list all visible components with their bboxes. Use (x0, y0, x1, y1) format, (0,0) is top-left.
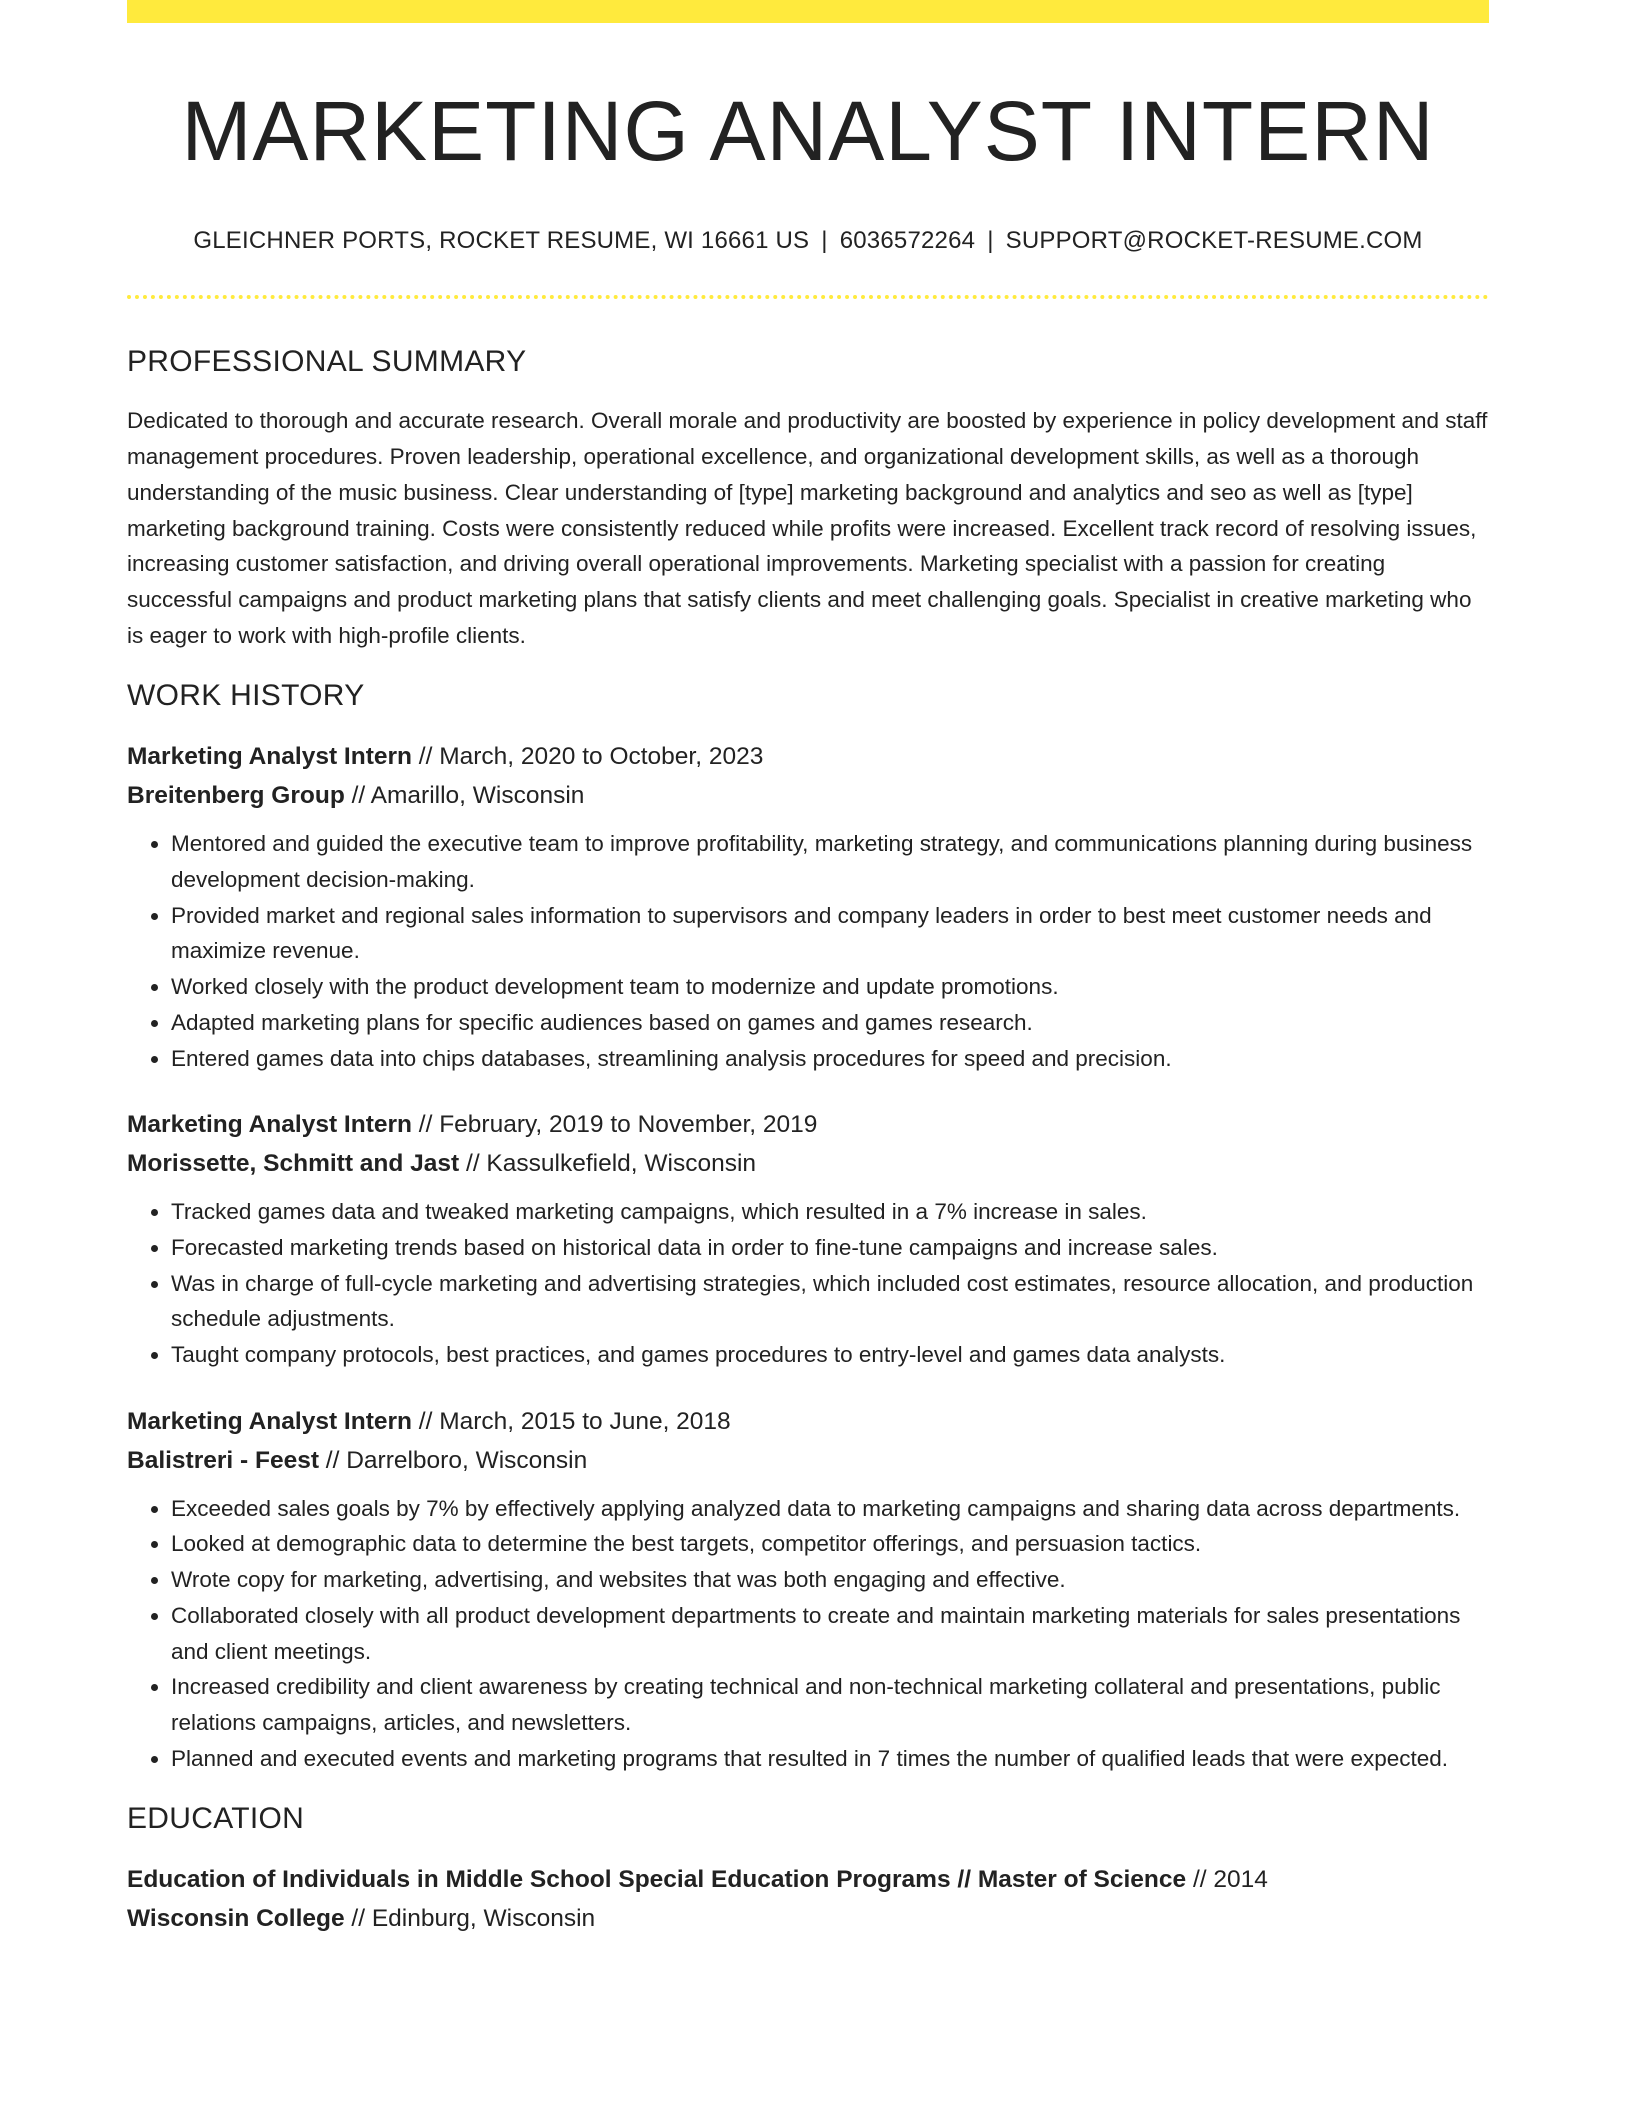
job-company-line (127, 776, 1489, 815)
education-school-line (127, 1899, 1489, 1938)
job-entry (127, 737, 1489, 1076)
contact-separator: | (987, 227, 994, 255)
list-item: • Collaborated closely with all product development departments to create and maintain marketing materials for sales presentations and client meetings. (171, 1598, 1489, 1669)
education-entry (127, 1860, 1489, 1938)
list-item: • Exceeded sales goals by 7% by effectively applying analyzed data to marketing campaigns and sharing data across departments. (171, 1491, 1489, 1527)
list-item: • Tracked games data and tweaked marketing campaigns, which resulted in a 7% increase in sales. (171, 1194, 1489, 1230)
job-company: Balistreri - Feest (127, 1446, 319, 1474)
page-title: MARKETING ANALYST INTERN (181, 84, 1435, 178)
job-dates: // March, 2020 to October, 2023 (411, 743, 764, 771)
contact-line (127, 227, 1489, 255)
work-history-heading: WORK HISTORY (127, 679, 365, 713)
list-item: • Was in charge of full-cycle marketing and advertising strategies, which included cost estimates, resource allocation, and production schedule adjustments. (171, 1266, 1489, 1337)
summary-text: Dedicated to thorough and accurate research. Overall morale and productivity are boosted by experience in policy development and staff management procedures. Proven leadership, operational excellence, and organizational development skills, as well as a thorough understanding of the music business. Clear understanding of [type] marketing background and analytics and seo as well as [type] marketing background training. Costs were consistently reduced while profits were increased. Excellent track record of resolving issues, increasing customer satisfaction, and driving overall operational improvements. Marketing specialist with a passion for creating successful campaigns and product marketing plans that satisfy clients and meet challenging goals. Specialist in creative marketing who is eager to work with high-profile clients. (127, 408, 1488, 648)
education-school: Wisconsin College (127, 1905, 345, 1933)
job-company-line (127, 1441, 1489, 1480)
job-entry (127, 1105, 1489, 1373)
list-item: • Entered games data into chips databases, streamlining analysis procedures for speed and precision. (171, 1041, 1489, 1077)
contact-phone: 6036572264 (839, 227, 976, 255)
job-entry (127, 1402, 1489, 1777)
job-title: Marketing Analyst Intern (127, 1407, 412, 1435)
contact-address: GLEICHNER PORTS, ROCKET RESUME, WI 16661 US (193, 227, 810, 255)
list-item: • Forecasted marketing trends based on historical data in order to fine-tune campaigns and increase sales. (171, 1230, 1489, 1266)
list-item: • Mentored and guided the executive team to improve profitability, marketing strategy, and communications planning during business development decision-making. (171, 826, 1489, 897)
job-title: Marketing Analyst Intern (127, 743, 412, 771)
list-item: • Wrote copy for marketing, advertising, and websites that was both engaging and effective. (171, 1562, 1489, 1598)
job-bullets (127, 1491, 1489, 1777)
list-item: • Looked at demographic data to determine the best targets, competitor offerings, and persuasion tactics. (171, 1526, 1489, 1562)
accent-bar (127, 0, 1489, 23)
job-company-line (127, 1144, 1489, 1183)
job-title-line (127, 1402, 1489, 1441)
job-dates: // February, 2019 to November, 2019 (411, 1111, 818, 1139)
list-item: • Taught company protocols, best practices, and games procedures to entry-level and games data analysts. (171, 1337, 1489, 1373)
resume-page (127, 0, 1489, 1938)
education-location: // Edinburg, Wisconsin (344, 1905, 596, 1933)
job-title: Marketing Analyst Intern (127, 1111, 412, 1139)
list-item: • Increased credibility and client awareness by creating technical and non-technical marketing collateral and presentations, public relations campaigns, articles, and newsletters. (171, 1669, 1489, 1740)
education-program-line (127, 1860, 1489, 1899)
education-heading: EDUCATION (127, 1802, 305, 1836)
list-item: • Planned and executed events and marketing programs that resulted in 7 times the number of qualified leads that were expected. (171, 1741, 1489, 1777)
job-company: Morissette, Schmitt and Jast (127, 1150, 460, 1178)
education-program: Education of Individuals in Middle School Special Education Programs // Master of Science (127, 1866, 1187, 1894)
job-bullets (127, 1194, 1489, 1373)
job-company: Breitenberg Group (127, 782, 345, 810)
education-year: // 2014 (1186, 1866, 1268, 1894)
dotted-divider (127, 295, 1489, 299)
list-item: • Provided market and regional sales information to supervisors and company leaders in order to best meet customer needs and maximize revenue. (171, 898, 1489, 969)
job-location: // Darrelboro, Wisconsin (319, 1446, 588, 1474)
contact-separator: | (821, 227, 828, 255)
job-title-line (127, 737, 1489, 776)
summary-heading: PROFESSIONAL SUMMARY (127, 345, 527, 379)
job-bullets (127, 826, 1489, 1076)
job-dates: // March, 2015 to June, 2018 (411, 1407, 731, 1435)
job-location: // Amarillo, Wisconsin (344, 782, 585, 810)
job-location: // Kassulkefield, Wisconsin (459, 1150, 757, 1178)
job-title-line (127, 1105, 1489, 1144)
contact-email: SUPPORT@ROCKET-RESUME.COM (1005, 227, 1423, 255)
list-item: • Worked closely with the product development team to modernize and update promotions. (171, 969, 1489, 1005)
list-item: • Adapted marketing plans for specific audiences based on games and games research. (171, 1005, 1489, 1041)
